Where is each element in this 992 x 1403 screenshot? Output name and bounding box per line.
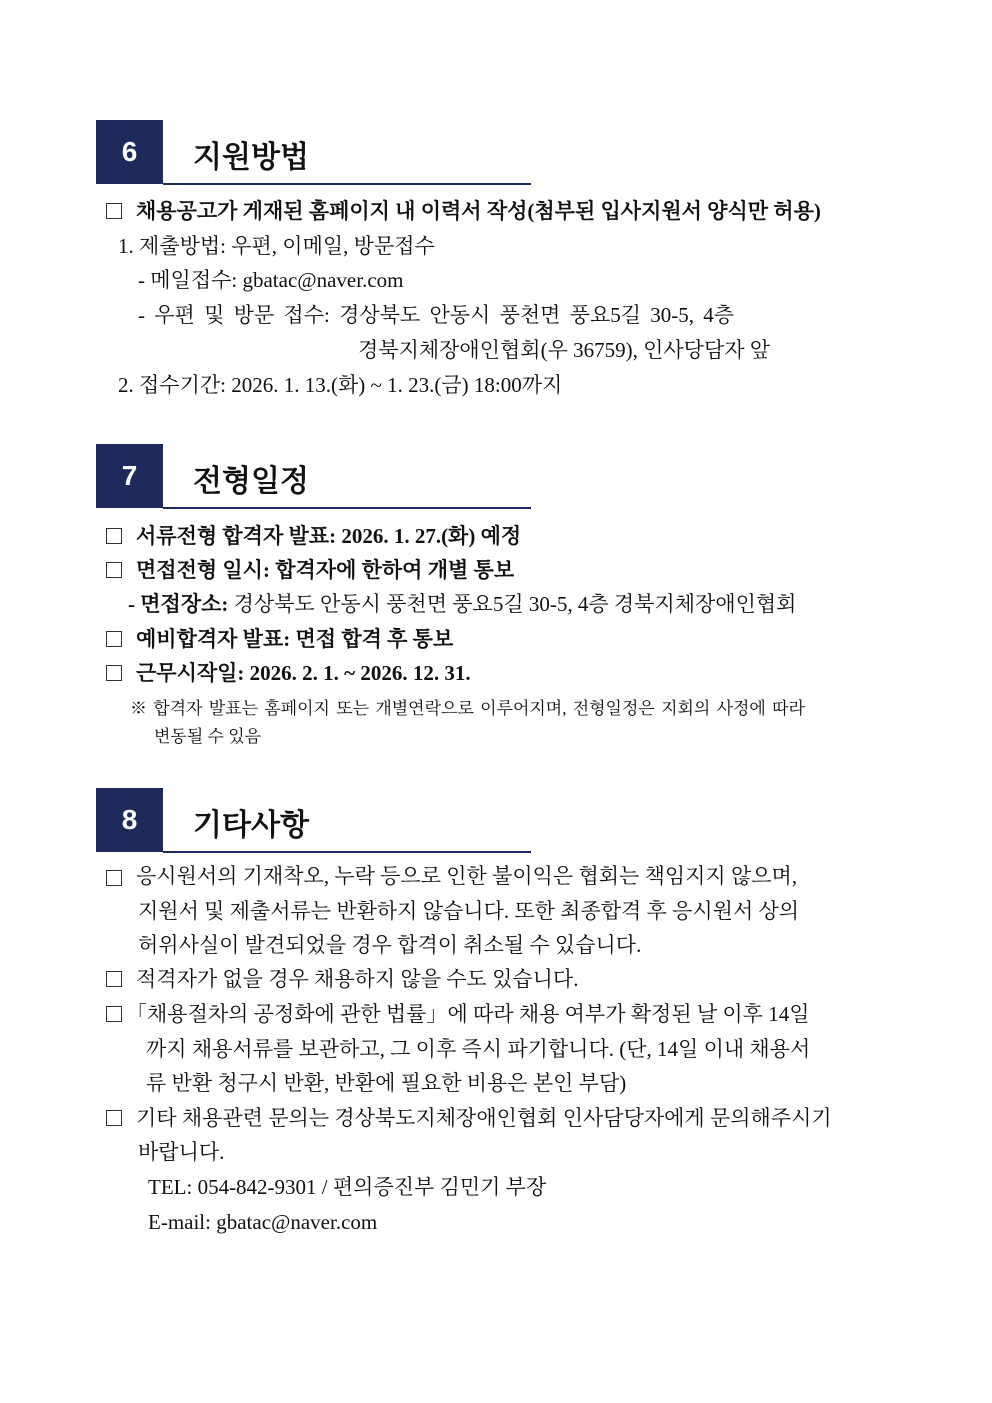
section-header: [96, 120, 536, 186]
bullet-text: 응시원서의 기재착오, 누락 등으로 인한 불이익은 협회는 책임지지 않으며,: [136, 864, 798, 888]
contact-tel: TEL: 054-842-9301 / 편의증진부 김민기 부장: [148, 1175, 547, 1199]
bullet-item: [106, 861, 898, 891]
section-header: [96, 444, 536, 510]
sub-item: - 우편 및 방문 접수: 경상북도 안동시 풍천면 풍요5길 30-5, 4층: [138, 303, 735, 327]
bullet-text: 바랍니다.: [138, 1140, 225, 1164]
checkbox-icon: [106, 528, 122, 544]
checkbox-icon: [106, 562, 122, 578]
bullet-item: [106, 521, 521, 551]
bullet-item: [106, 999, 810, 1029]
bullet-text: 허위사실이 발견되었을 경우 합격이 취소될 수 있습니다.: [138, 933, 642, 957]
section-title: 기타사항: [193, 808, 309, 843]
checkbox-icon: [106, 1006, 122, 1022]
title-underline: [163, 851, 531, 853]
contact-email: E-mail: gbatac@naver.com: [148, 1210, 378, 1234]
section-number: 7: [96, 444, 163, 508]
bullet-text: 채용공고가 게재된 홈페이지 내 이력서 작성(첨부된 입사지원서 양식만 허용): [136, 199, 821, 223]
bullet-item: [106, 964, 578, 994]
section-header: [96, 788, 536, 854]
bullet-item: [106, 624, 453, 654]
checkbox-icon: [106, 1110, 122, 1126]
note-text: ※ 합격자 발표는 홈페이지 또는 개별연락으로 이루어지며, 전형일정은 지회의 사정에 따라: [130, 699, 805, 718]
section-number: 6: [96, 120, 163, 184]
bullet-text: 류 반환 청구시 반환, 반환에 필요한 비용은 본인 부담): [146, 1071, 627, 1095]
bullet-item: [106, 555, 514, 585]
bullet-text: 면접전형 일시: 합격자에 한하여 개별 통보: [136, 558, 515, 582]
sub-item: 1. 제출방법: 우편, 이메일, 방문접수: [118, 234, 435, 258]
sub-item-text: 경상북도 안동시 풍천면 풍요5길 30-5, 4층 경북지체장애인협회: [228, 592, 797, 616]
bullet-text: 예비합격자 발표: 면접 합격 후 통보: [136, 627, 454, 651]
title-underline: [163, 183, 531, 185]
bullet-item: [106, 196, 821, 226]
checkbox-icon: [106, 870, 122, 886]
checkbox-icon: [106, 631, 122, 647]
checkbox-icon: [106, 665, 122, 681]
title-underline: [163, 507, 531, 509]
bullet-text: 적격자가 없을 경우 채용하지 않을 수도 있습니다.: [136, 967, 579, 991]
checkbox-icon: [106, 971, 122, 987]
sub-item-label: - 면접장소:: [128, 592, 229, 616]
sub-item: [128, 589, 796, 619]
bullet-text: 까지 채용서류를 보관하고, 그 이후 즉시 파기합니다. (단, 14일 이내 채용서: [146, 1037, 811, 1061]
bullet-text: 「채용절차의 공정화에 관한 법률」에 따라 채용 여부가 확정된 날 이후 14일: [126, 1002, 810, 1026]
bullet-text: 기타 채용관련 문의는 경상북도지체장애인협회 인사담당자에게 문의해주시기: [136, 1106, 832, 1130]
note-text: 변동될 수 있음: [154, 727, 262, 746]
section-title: 전형일정: [193, 464, 309, 499]
bullet-text: 서류전형 합격자 발표: 2026. 1. 27.(화) 예정: [136, 524, 522, 548]
bullet-item: [106, 1103, 832, 1133]
checkbox-icon: [106, 203, 122, 219]
bullet-text: 지원서 및 제출서류는 반환하지 않습니다. 또한 최종합격 후 응시원서 상의: [138, 899, 800, 923]
sub-item: - 메일접수: gbatac@naver.com: [138, 268, 404, 292]
sub-item: 경북지체장애인협회(우 36759), 인사당담자 앞: [358, 338, 771, 362]
bullet-item: [106, 658, 471, 688]
section-title: 지원방법: [193, 140, 309, 175]
bullet-text: 근무시작일: 2026. 2. 1. ~ 2026. 12. 31.: [136, 661, 471, 685]
section-number: 8: [96, 788, 163, 852]
sub-item: 2. 접수기간: 2026. 1. 13.(화) ~ 1. 23.(금) 18:00까지: [118, 373, 563, 397]
